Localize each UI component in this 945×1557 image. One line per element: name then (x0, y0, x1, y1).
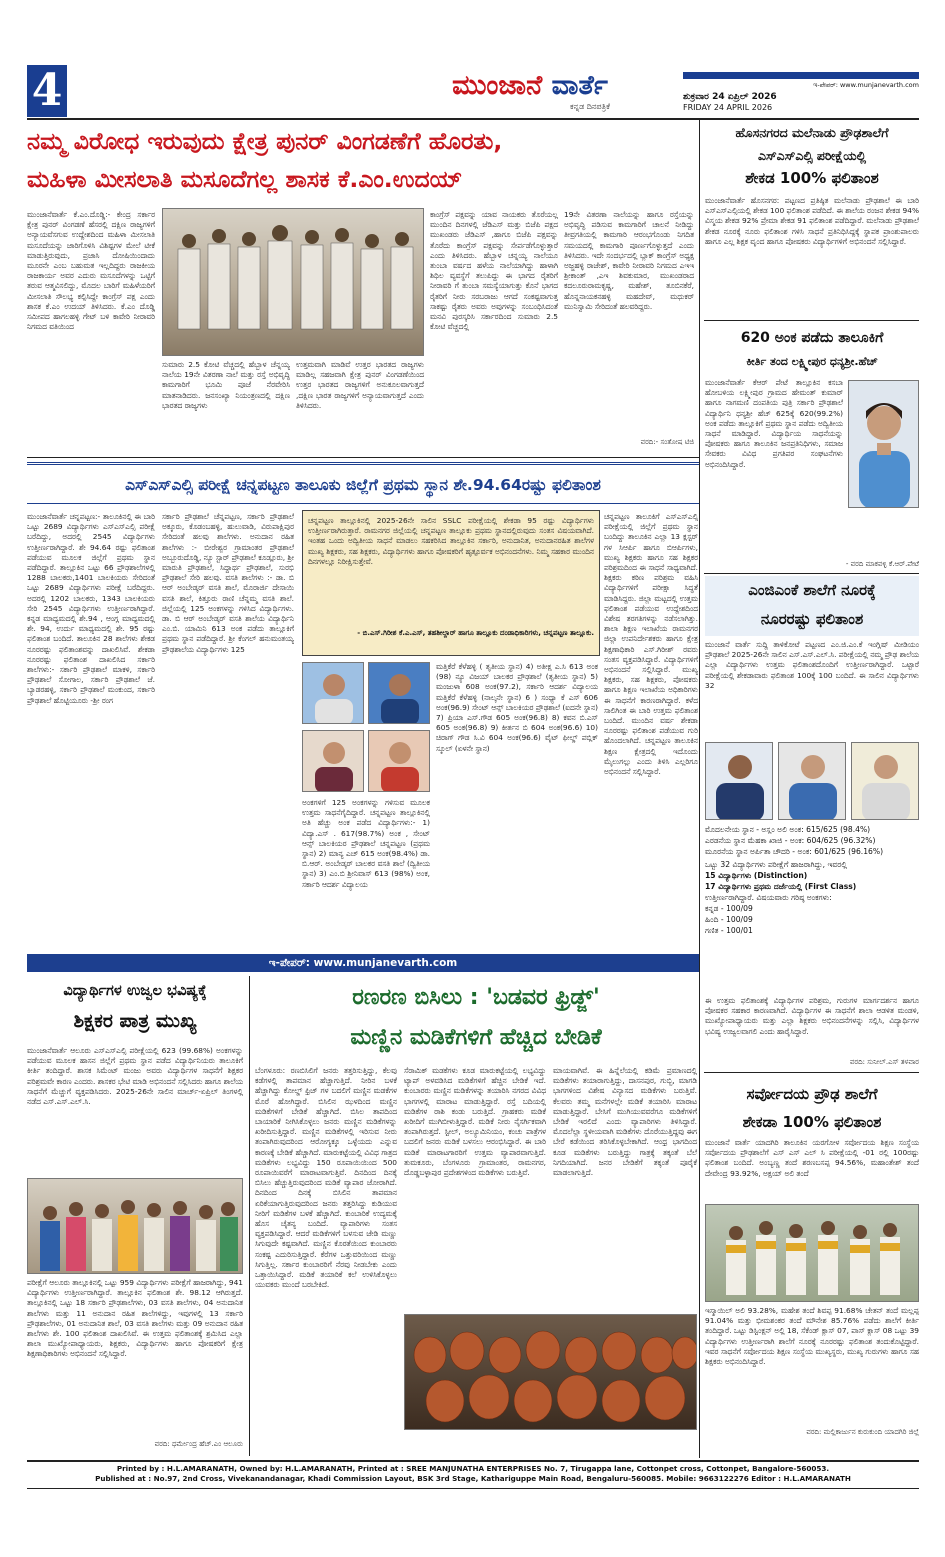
bm-col1: ಬೆಂಗಳೂರು: ರಣಬಿಸಿಲಿಗೆ ಜನರು ತತ್ತರಿಸುತ್ತಿದ್ದು, ಕೆಲವು ಕಡೆಗಳಲ್ಲಿ ತಾಪಮಾನ ಹೆಚ್ಚಾಗುತ್ತಿದೆ. ನೀರಿನ ಬಳಕೆ ಹೆಚ್ಚಾಗಿದ್ದು ಕೋಲ್ಡ್ ಫ್ರಿಜ್ ಗಳ ಬದಲಿಗೆ ಮಣ್ಣಿನ ಮಡಕೆಗಳ ಮೊರೆ ಹೋಗಿದ್ದಾರೆ. ಬಿಸಿಲಿನ ಝಳದಿಂದ ಮಣ್ಣಿನ ಮಡಿಕೆಗಳಿಗೆ ಬೇಡಿಕೆ ಹೆಚ್ಚಾಗಿದೆ. ಬಿಸಿಲ ತಾಪದಿಂದ ಬಾಯಾರಿಕೆ ನೀಗಿಸಿಕೊಳ್ಳಲು ಜನರು ಮಣ್ಣಿನ ಮಡಿಕೆಗಳನ್ನು ಖರೀದಿಸುತ್ತಿದ್ದಾರೆ. ಮಣ್ಣಿನ ಮಡಿಕೆಗಳಲ್ಲಿ ಇರಿಸುವ ನೀರು ತಂಪಾಗಿರುವುದರಿಂದ ಆರೋಗ್ಯಕ್ಕೂ ಒಳ್ಳೆಯದು ಎನ್ನುವ ಕಾರಣಕ್ಕೆ ಬೇಡಿಕೆ ಹೆಚ್ಚಾಗಿದೆ. ಮಾರುಕಟ್ಟೆಯಲ್ಲಿ ವಿವಿಧ ಗಾತ್ರದ ಮಡಿಕೆಗಳು ಲಭ್ಯವಿದ್ದು 150 ರೂಪಾಯಿಯಿಂದ 500 ರೂಪಾಯಿವರೆಗೆ ಮಾರಾಟವಾಗುತ್ತಿವೆ. ದಿನದಿಂದ ದಿನಕ್ಕೆ ಬಿಸಿಲು ಹೆಚ್ಚುತ್ತಿರುವುದರಿಂದ ಮಡಿಕೆ ವ್ಯಾಪಾರ ಜೋರಾಗಿದೆ. ದಿನದಿಂದ ದಿನಕ್ಕೆ ಬಿಸಿಲಿನ ತಾಪಮಾನ ಏರಿಕೆಯಾಗುತ್ತಿರುವುದರಿಂದ ಜನರು ತತ್ತರಿಸಿದ್ದು ಕುಡಿಯುವ ನೀರಿಗೆ ಮಡಿಕೆಗಳ ಬಳಕೆ ಹೆಚ್ಚಾಗಿದೆ. ಕುಂಬಾರಿಕೆ ಉದ್ಯಮಕ್ಕೆ ಹೊಸ ಚೈತನ್ಯ ಬಂದಿದೆ. ವ್ಯಾಪಾರಿಗಳು ಸಂತಸ ವ್ಯಕ್ತಪಡಿಸಿದ್ದಾರೆ. ಆದರೆ ಮಡಿಕೆಗಳಿಗೆ ಬಳಸುವ ಜೇಡಿ ಮಣ್ಣು ಸಿಗುವುದೇ ಕಷ್ಟವಾಗಿದೆ. ಮಣ್ಣಿನ ಕೊರತೆಯಿಂದ ಕುಂಬಾರರು ಸಂಕಷ್ಟ ಎದುರಿಸುತ್ತಿದ್ದಾರೆ. ಕೆರೆಗಳ ಒತ್ತುವರಿಯಿಂದ ಮಣ್ಣು ಸಿಗುತ್ತಿಲ್ಲ. ಸರ್ಕಾರ ಕುಂಬಾರರಿಗೆ ನೆರವು ನೀಡಬೇಕು ಎಂದು ಒತ್ತಾಯಿಸಿದ್ದಾರೆ. ಮಡಿಕೆ ತಯಾರಿಕೆ ಕಲೆ ಉಳಿಸಿಕೊಳ್ಳಲು ಯುವಕರು ಮುಂದೆ ಬರಬೇಕಿದೆ. (255, 1066, 397, 1290)
masthead-rule (27, 118, 919, 120)
side4-photo-figures (706, 1205, 919, 1302)
side2-rule (704, 573, 919, 574)
lead-col1: ಮುಂಜಾನೆವಾರ್ತೆ ಕೆ.ಎಂ.ದೊಡ್ಡಿ:- ಕೇಂದ್ರ ಸರ್ಕಾರ ಕ್ಷೇತ್ರ ಪುನರ್ ವಿಂಗಡಣೆ ಹೆಸರಲ್ಲಿ ದಕ್ಷಿಣ ರಾಜ್ಯಗಳಿಗೆ ಅನ್ಯಾಯವೆಸಗುವ ಉದ್ದೇಶದಿಂದ ಮಹಿಳಾ ಮೀಸಲಾತಿ ಮಸೂದೆಯನ್ನು ಜಾರಿಗೊಳಿಸಿ ವಿಶಿಷ್ಟಗಳ ಮೇಲೆ ಟೀಕೆ ಮಾಡುತ್ತಿರುವುದು, ಪ್ರಜಾಸಿ ದೋಷಿಯಿಂದಾದು ಮೂರನೇ ಎಂಬ ಬಹುಮತ ಇಲ್ಲದಿದ್ದರು ರಾಜಕೀಯ ರಾಜಕಾರ್ಯ ಅವರ ಎದುರು ಮಸೂದೆಗಳನ್ನು ಒಟ್ಟಿಗೆ ತರುವ ಆತ್ಮವಿಸಲಿದ್ದು, ಮೊದಲ ಬಾರಿಗೆ ಮಹಿಳೆಯರಿಗೆ ಮೀಸಲಾತಿ ಸೌಲಭ್ಯ ಕಲ್ಪಿಸಿದ್ದೇ ಕಾಂಗ್ರೆಸ್ ಪಕ್ಷ ಎಂದು ಶಾಸಕ ಕೆ.ಎಂ ಉದಯ್ ತಿಳಿಸಿದರು. ಕೆ.ಎಂ ದೊಡ್ಡಿ ಸಮೀಪದ ಹಾಗಲಹಳ್ಳಿ ಗೇಟ್ ಬಳಿ ಕಾವೇರಿ ನೀರಾವರಿ ನಿಗಮದ ವತಿಯಿಂದ (27, 210, 155, 332)
side4-photo (705, 1204, 919, 1302)
side3-headline-line1: ಎಂಜಿಎಂಕೆ ಶಾಲೆಗೆ ನೂರಕ್ಕೆ (748, 581, 876, 599)
footer-line2: Published at : No.97, 2nd Cross, Vivekanandanagar, Khadi Commission Layout, BSK 3rd Stage, Kathariguppe Main Road, Bengaluru-560085. Mobile: 9663122276 Editor : H.L.AMARANATH (95, 1474, 851, 1483)
side2-headline-line1: 620 ಅಂಕ ಪಡೆದು ತಾಲೂಕಿಗೆ (740, 330, 884, 346)
clay-pots-icon (405, 1315, 697, 1430)
masthead-tagline: ಕನ್ನಡ ದಿನಪತ್ರಿಕೆ (569, 102, 610, 111)
date-english: FRIDAY 24 APRIL 2026 (683, 103, 773, 112)
lead-photo (162, 208, 424, 356)
sslc-quote-text: ಚನ್ನಪಟ್ಟಣ ತಾಲ್ಲೂಕಿನಲ್ಲಿ 2025-26ನೇ ಸಾಲಿನ SSLC ಪರೀಕ್ಷೆಯಲ್ಲಿ ಶೇಕಡಾ 95 ರಷ್ಟು ವಿದ್ಯಾರ್ಥಿಗಳು ಉತ್ತೀರ್ಣರಾಗಿರುತ್ತಾರೆ. ರಾಮನಗರ ಜಿಲ್ಲೆಯಲ್ಲಿ ಚನ್ನಪಟ್ಟಣ ತಾಲ್ಲೂಕು ಪ್ರಥಮ ಸ್ಥಾನದಲ್ಲಿರುವುದು ಸಂತಸ ವಿಷಯವಾಗಿದೆ. ಇಂತಹ ಒಂದು ಅದ್ವಿತೀಯ ಸಾಧನೆ ಮಾಡಲು ಸಹಕರಿಸಿದ ತಾಲ್ಲೂಕಿನ ಸರ್ಕಾರಿ, ಅನುದಾನಿತ, ಅನುದಾನರಹಿತ ಶಾಲೆಗಳ ಮುಖ್ಯ ಶಿಕ್ಷಕರು, ಸಹ ಶಿಕ್ಷಕರು, ವಿದ್ಯಾರ್ಥಿಗಳು ಹಾಗೂ ಪೋಷಕರಿಗೆ ಹೃತ್ಪೂರ್ವಕ ಅಭಿನಂದನೆಗಳು. ನಿಮ್ಮ ಸಹಕಾರ ಮುಂದಿನ ದಿನಗಳಲ್ಲೂ ನಿರೀಕ್ಷಿಸುತ್ತೇವೆ. (308, 516, 594, 566)
lead-col-under-photo-a: ಸುಮಾರು 2.5 ಕೋಟಿ ವೆಚ್ಚದಲ್ಲಿ ಹೆಬ್ಬಾಳ ಚೆನ್ನಯ್ಯ ನಾಲೆಯ 19ನೇ ವಿತರಣಾ ನಾಲೆ ಮತ್ತು ರಸ್ತೆ ಅಭಿವೃದ್ಧಿ ಕಾಮಗಾರಿಗೆ ಭೂಮಿ ಪೂಜೆ ನೆರವೇರಿಸಿ ಮಾತನಾಡಿದರು. ಜನಸಂಖ್ಯಾ ನಿಯಂತ್ರಣದಲ್ಲಿ ದಕ್ಷಿಣ ಭಾರತದ ರಾಜ್ಯಗಳು (162, 360, 290, 410)
bm-headline-line1: ರಣರಣ ಬಿಸಿಲು : 'ಬಡವರ ಫ್ರಿಡ್ಜ್' (352, 985, 600, 1010)
footer-bottom-rule (27, 1488, 919, 1489)
bl-photo-figures (28, 1179, 243, 1274)
footer-line1: Printed by : H.L.AMARANATH, Owned by: H.L.AMARANATH, Printed at : SREE MANJUNATHA ENTERPRISES No. 7, Tirugappa lane, Cottonpet cross, Cottonpet, Bangalore-560053. (116, 1464, 830, 1473)
footer (27, 1464, 919, 1484)
side4-headline-line1: ಸರ್ವೋದಯ ಪ್ರೌಢ ಶಾಲೆಗೆ (746, 1085, 878, 1103)
student-portrait-icon (369, 663, 430, 724)
sslc-col2: ಸರ್ಕಾರಿ ಪ್ರೌಢಶಾಲೆ ಚೆನ್ನಪಟ್ಟಣ, ಸರ್ಕಾರಿ ಪ್ರೌಢಶಾಲೆ ಅಕ್ಕೂರು, ಕೊಡಂಬಹಳ್ಳಿ, ಹುಲುವಾಡಿ, ವಿರುಪಾಕ್ಷಿಪುರ ಸೇರಿದಂತೆ ಹಲವು ಶಾಲೆಗಳು. ಅನುದಾನ ರಹಿತ ಶಾಲೆಗಳು :- ಬೀರೇಶ್ವರ ಗ್ರಾಮಾಂತರ ಪ್ರೌಢಶಾಲೆ ಅಬ್ಬೂರುದೊಡ್ಡಿ, ನ್ಯೂ ಸ್ಟಾರ್ ಪ್ರೌಢಶಾಲೆ ಕೂಡ್ಲೂರು, ಶ್ರೀ ಮಾರುತಿ ಪ್ರೌಢಶಾಲೆ, ಸಿದ್ದಾರ್ಥ ಪ್ರೌಢಶಾಲೆ, ಸುರಭಿ ಪ್ರೌಢಶಾಲೆ ಸೇರಿ ಹಲವು. ವಸತಿ ಶಾಲೆಗಳು :- ಡಾ. ಬಿ ಆರ್ ಅಂಬೇಡ್ಕರ್ ವಸತಿ ಶಾಲೆ, ಮೊರಾರ್ಜಿ ದೇಸಾಯಿ ವಸತಿ ಶಾಲೆ, ಕಿತ್ತೂರು ರಾಣಿ ಚೆನ್ನಮ್ಮ ವಸತಿ ಶಾಲೆ. ಜಿಲ್ಲೆಯಲ್ಲಿ 125 ಅಂಕಗಳನ್ನು ಗಳಿಸಿದ ವಿದ್ಯಾರ್ಥಿಗಳು. ಡಾ. ಬಿ ಆರ್ ಅಂಬೇಡ್ಕರ್ ವಸತಿ ಶಾಲೆಯ ವಿದ್ಯಾರ್ಥಿನಿ ಎಂ.ಬಿ. ಯಾಮಿನಿ 613 ಅಂಕ ಪಡೆದು ತಾಲ್ಲೂಕಿಗೆ ಪ್ರಥಮ ಸ್ಥಾನ ಪಡೆದಿದ್ದಾರೆ. ಶ್ರೀ ಕೆಂಗಲ್ ಹನುಮಂತಯ್ಯ ಪ್ರೌಢಶಾಲೆಯ ವಿದ್ಯಾರ್ಥಿಗಳು 125 (162, 512, 294, 654)
sslc-headline-bar (27, 462, 699, 504)
side3-distinction: 15 ವಿದ್ಯಾರ್ಥಿಗಳು (Distinction) (705, 871, 808, 880)
right-column-divider (699, 458, 700, 1458)
student-portrait-icon (852, 743, 919, 820)
side3-subj2: ಹಿಂದಿ - 100/09 (705, 915, 753, 924)
bm-headline (255, 978, 697, 1058)
sslc-photo-2 (368, 662, 430, 724)
bm-col3: ಮಾಯವಾಗಿವೆ. ಈ ಹಿನ್ನೆಲೆಯಲ್ಲಿ ಕಡಿಮೆ ಪ್ರಮಾಣದಲ್ಲಿ ಮಡಿಕೆಗಳು ತಯಾರಾಗುತ್ತಿದ್ದು, ದಾಸನಪುರ, ಗುಬ್ಬಿ, ಮಾಗಡಿ ಭಾಗಗಳಿಂದ ವಿಶೇಷ ವಿನ್ಯಾಸದ ಮಡಿಕೆಗಳು ಬರುತ್ತಿವೆ. ಕೆಲವರು ತಮ್ಮ ಮನೆಗಳಲ್ಲೇ ಮಡಿಕೆ ತಯಾರಿಸಿ ಮಾರಾಟ ಮಾಡುತ್ತಿದ್ದಾರೆ. ಬೇಸಿಗೆ ಮುಗಿಯುವವರೆಗೂ ಮಡಿಕೆಗಳಿಗೆ ಬೇಡಿಕೆ ಇರಲಿದೆ ಎಂದು ವ್ಯಾಪಾರಿಗಳು ತಿಳಿಸಿದ್ದಾರೆ. ಮೊದಲೆಲ್ಲಾ ಸ್ಥಳೀಯವಾಗಿ ಮಡಿಕೆಗಳು ದೊರೆಯುತ್ತಿದ್ದವು ಈಗ ಬೇರೆ ಕಡೆಯಿಂದ ತರಿಸಿಕೊಳ್ಳಬೇಕಾಗಿದೆ. ಆಂಧ್ರ ಭಾಗದಿಂದ ಕೂಡ ಮಡಿಕೆಗಳು ಬರುತ್ತಿದ್ದು ಗಾತ್ರಕ್ಕೆ ತಕ್ಕಂತೆ ಬೆಲೆ ನಿಗದಿಯಾಗಿದೆ. ಜನರ ಬೇಡಿಕೆಗೆ ತಕ್ಕಂತೆ ಪೂರೈಕೆ ಮಾಡಲಾಗುತ್ತಿದೆ. (553, 1066, 697, 1178)
sslc-quote-box (302, 510, 600, 656)
masthead-logo (430, 70, 630, 112)
side3-first-class: 17 ವಿದ್ಯಾರ್ಥಿಗಳು ಪ್ರಥಮ ದರ್ಜೆಯಲ್ಲಿ (First Class) (705, 882, 857, 891)
masthead-date-block (683, 72, 919, 112)
side3-body2: ಒಟ್ಟು 32 ವಿದ್ಯಾರ್ಥಿಗಳು ಪರೀಕ್ಷೆಗೆ ಹಾಜರಾಗಿದ್ದು, ಇವರಲ್ಲಿ (705, 860, 848, 869)
masthead-epaper[interactable]: ಇ-ಪೇಪರ್: www.munjanevarth.com (813, 81, 919, 89)
side4-body1: ಮುಂಜಾನೆ ವಾರ್ತೆ ಯಾದಗಿರಿ ತಾಲೂಕಿನ ಯರಗೋಳ ಸರ್ವೋದಯ ಶಿಕ್ಷಣ ಸಂಸ್ಥೆಯ ಸರ್ವೋದಯ ಪ್ರೌಢಶಾಲೆಗೆ ಎಸ್ ಎಸ್ ಎಲ್ ಸಿ ಪರೀಕ್ಷೆಯಲ್ಲಿ -01 ರಲ್ಲಿ 100ರಷ್ಟು ಫಲಿತಾಂಶ ಬಂದಿದೆ. ಅಂಬ್ಯಣ್ಣ ತಂದೆ ಶರಣಬಸಪ್ಪ 94.56%, ಮಹಾಂತೇಶ್ ತಂದೆ ದೇವೇಂದ್ರ 93.92%, ಅಕ್ಷಯ್ ಅಲಿ ತಂದೆ (705, 1138, 919, 1178)
bm-pots-photo (404, 1314, 697, 1430)
bl-byline: ವರದಿ: ಧರ್ಮೇಂದ್ರ ಹೆಚ್.ಎಂ ಆಲೂರು (154, 1440, 243, 1448)
sslc-col1: ಮುಂಜಾನೆವಾರ್ತೆ ಚನ್ನಪಟ್ಟಣ:- ತಾಲೂಕಿನಲ್ಲಿ ಈ ಬಾರಿ ಒಟ್ಟು 2689 ವಿದ್ಯಾರ್ಥಿಗಳು ಎಸ್ಎಸ್ಎಲ್ಸಿ ಪರೀಕ್ಷೆ ಬರೆದಿದ್ದು, ಅದರಲ್ಲಿ 2545 ವಿದ್ಯಾರ್ಥಿಗಳು ಉತ್ತೀರ್ಣರಾಗಿದ್ದಾರೆ. ಶೇ 94.64 ರಷ್ಟು ಫಲಿತಾಂಶ ಪಡೆಯುವ ಮೂಲಕ ಜಿಲ್ಲೆಗೆ ಪ್ರಥಮ ಸ್ಥಾನ ಪಡೆದಿದ್ದಾರೆ. ತಾಲ್ಲೂಕಿನ ಒಟ್ಟು 66 ಪ್ರೌಢಶಾಲೆಗಳಲ್ಲಿ 1288 ಬಾಲಕರು,1401 ಬಾಲಕಿಯರು ಸೇರಿದಂತೆ ಒಟ್ಟು 2689 ವಿದ್ಯಾರ್ಥಿಗಳು ಪರೀಕ್ಷೆ ಬರೆದಿದ್ದರು. ಅದರಲ್ಲಿ 1202 ಬಾಲಕರು, 1343 ಬಾಲಕಿಯರು ಸೇರಿ 2545 ವಿದ್ಯಾರ್ಥಿಗಳು ಉತ್ತೀರ್ಣರಾಗಿದ್ದಾರೆ. ಕನ್ನಡ ಮಾಧ್ಯಮದಲ್ಲಿ ಶೇ.94 , ಆಂಗ್ಲ ಮಾಧ್ಯಮದಲ್ಲಿ ಶೇ. 94, ಉರ್ದು ಮಾಧ್ಯಮದಲ್ಲಿ ಶೇ. 95 ರಷ್ಟು ಫಲಿತಾಂಶ ಬಂದಿದೆ. ತಾಲೂಕಿನ 28 ಶಾಲೆಗಳು ಶೇಕಡ ನೂರರಷ್ಟು ಫಲಿತಾಂಶವನ್ನು ದಾಖಲಿಸಿವೆ. ಶೇಕಡಾ ನೂರರಷ್ಟು ಫಲಿತಾಂಶ ದಾಖಲಿಸಿದ ಸರ್ಕಾರಿ ಶಾಲೆಗಳು:- ಸರ್ಕಾರಿ ಪ್ರೌಢಶಾಲೆ ಮಾಕಳಿ, ಸರ್ಕಾರಿ ಪ್ರೌಢಶಾಲೆ ಸೋಗಾಲ, ಸರ್ಕಾರಿ ಪ್ರೌಢಶಾಲೆ ಜೆ. ಬ್ಯಾಡರಹಳ್ಳಿ, ಸರ್ಕಾರಿ ಪ್ರೌಢಶಾಲೆ ಮಂಕುಂದ, ಸರ್ಕಾರಿ ಪ್ರೌಢಶಾಲೆ ಹೊಟ್ಟಿಯೂರು -ಶ್ರೀ ರಂಗ (27, 512, 155, 705)
side3-headline (705, 576, 919, 636)
date-kannada: ಶುಕ್ರವಾರ 24 ಏಪ್ರಿಲ್ 2026 (683, 92, 777, 102)
side3-rank1: ಮೊದಲನೇಯ ಸ್ಥಾನ - ಅಸ್ಲಂ ಅಲಿ ಅಂಕ: 615/625 (98.4%) (705, 825, 871, 834)
student-portrait-icon (303, 731, 364, 792)
side1-body: ಮುಂಜಾನೆವಾರ್ತೆ ಹೊಸನಗರ: ಪಟ್ಟಣದ ಪ್ರತಿಷ್ಠಿತ ಮಲೆನಾಡು ಪ್ರೌಢಶಾಲೆ ಈ ಬಾರಿ ಎಸ್ಎಸ್ಎಲ್ಸಿಯಲ್ಲಿ ಶೇಕಡ 100 ಫಲಿತಾಂಶ ಪಡೆದಿದೆ. ಈ ಶಾಲೆಯ ರಂಜನ ಶೇಕಡ 94% ವಿಸ್ಮಯ ಶೇಕಡ 92% ಪ್ರೇಮಾ ಶೇಕಡ 91 ಫಲಿತಾಂಶ ಪಡೆದಿದ್ದಾರೆ. ಮಲೆನಾಡು ಪ್ರೌಢಶಾಲೆ ಶೇಕಡ ನೂರಕ್ಕೆ ನೂರು ಫಲಿತಾಂಶ ಗಳಿಸಿ ಸಾಧನೆ ಪ್ರತಿನಿಧಿಸಿದ್ದಕ್ಕೆ ಸ್ಥಾಪಕ ಪ್ರಾಂಶುಪಾಲರು ಹಾಗೂ ಎಲ್ಲ ಶಿಕ್ಷಕ ವೃಂದ ಹಾಗೂ ಪೋಷಕರು ವಿದ್ಯಾರ್ಥಿಗಳಿಗೆ ಅಭಿನಂದನೆ ಸಲ್ಲಿಸಿದ್ದಾರೆ. (705, 196, 919, 246)
student-portrait-icon (706, 743, 773, 820)
student-portrait-icon (779, 743, 846, 820)
page-number-box (27, 65, 67, 117)
lead-headline (27, 122, 695, 198)
lead-byline: ವರದಿ:- ಸಂತೋಷ ಟಿಜಿ (640, 438, 694, 446)
bm-col4-text: ದಿನದಿಂದ ದಿನಕ್ಕೆ ಬಿಸಿಲಿನ ತಾಪಮಾನ ಏರಿಕೆಯಾಗುತ್ತಿರುವುದರಿಂದ ಜನರು ತತ್ತರಿಸಿದ್ದು ಕುಡಿಯುವ ನೀರಿಗೆ ಮಡಿಕೆಗಳ ಬಳಕೆ ಹೆಚ್ಚಾಗಿದೆ. ಕುಂಬಾರಿಕೆ ಉದ್ಯಮಕ್ಕೆ ಹೊಸ ಚೈತನ್ಯ ಬಂದಿದೆ. ವ್ಯಾಪಾರಿಗಳು ಸಂತಸ ವ್ಯಕ್ತಪಡಿಸಿದ್ದಾರೆ. ಆದರೆ ಮಡಿಕೆಗಳಿಗೆ ಬಳಸುವ ಜೇಡಿ ಮಣ್ಣು ಸಿಗುವುದೇ ಕಷ್ಟವಾಗಿದೆ. ಮಣ್ಣಿನ ಕೊರತೆಯಿಂದ ಕುಂಬಾರರು ಸಂಕಷ್ಟ ಎದುರಿಸುತ್ತಿದ್ದಾರೆ. ಕೆರೆಗಳ ಒತ್ತುವರಿಯಿಂದ ಮಣ್ಣು ಸಿಗುತ್ತಿಲ್ಲ. ಸರ್ಕಾರ ಕುಂಬಾರರಿಗೆ ನೆರವು ನೀಡಬೇಕು ಎಂದು ಒತ್ತಾಯಿಸಿದ್ದಾರೆ. ಮಡಿಕೆ ತಯಾರಿಕೆ ಕಲೆ ಉಳಿಸಿಕೊಳ್ಳಲು ಯುವಕರು ಮುಂದೆ ಬರಬೇಕಿದೆ. (255, 1188, 397, 1290)
side4-headline-line2: ಶೇಕಡಾ 100% ಫಲಿತಾಂಶ (742, 1113, 882, 1131)
paper-name-part2: ವಾರ್ತೆ (551, 70, 608, 101)
sslc-col3: ಅಂಕಗಳಿಗೆ 125 ಅಂಕಗಳನ್ನು ಗಳಿಸುವ ಮೂಲಕ ಉತ್ತಮ ಸಾಧನೆಗೈದಿದ್ದಾರೆ. ಚನ್ನಪಟ್ಟಣ ತಾಲ್ಲೂಕಿನಲ್ಲಿ ಅತಿ ಹೆಚ್ಚು ಅಂಕ ಪಡೆದ ವಿದ್ಯಾರ್ಥಿಗಳು:- 1) ವಿದ್ಯಾ.ಎಸ್ . 617(98.7%) ಅಂಕ , ಸೇಂಟ್ ಆನ್ಸ್ ಬಾಲಕಿಯರ ಪ್ರೌಢಶಾಲೆ ಚನ್ನಪಟ್ಟಣ (ಪ್ರಥಮ ಸ್ಥಾನ) 2) ಮಾನ್ಯ ಎಚ್ 615 ಅಂಕ(98.4%) ಡಾ. ಬಿ.ಆರ್. ಅಂಬೇಡ್ಕರ್ ಬಾಲಕರ ವಸತಿ ಶಾಲೆ (ದ್ವಿತೀಯ ಸ್ಥಾನ) 3) ಎಂ.ಬಿ ಶ್ರೀನಿವಾಸ್ 613 (98%) ಅಂಕ, ಸರ್ಕಾರಿ ಆದರ್ಶ ವಿದ್ಯಾಲಯ (302, 798, 430, 889)
student-portrait-icon (369, 731, 430, 792)
sslc-quote-sign: - ಬಿ.ಎಸ್.ಗಿರೀಶ ಕೆ.ಎ.ಎಸ್, ತಹಶೀಲ್ದಾರ್ ಹಾಗೂ ತಾಲ್ಲೂಕು ದಂಡಾಧಿಕಾರಿಗಳು, ಚನ್ನಪಟ್ಟಣ ತಾಲ್ಲೂಕು. (357, 629, 594, 637)
lead-col3: 19ನೇ ವಿತರಣಾ ನಾಲೆಯನ್ನು ಹಾಗೂ ರಸ್ತೆಯನ್ನು ಅಭಿವೃದ್ಧಿ ಪಡಿಸುವ ಕಾಮಗಾರಿಗೆ ಚಾಲನೆ ನೀಡಿದ್ದು ತೀವ್ರಗತಿಯಲ್ಲಿ ಕಾಮಗಾರಿ ಆರಂಭಗೊಂಡು ನಿಗದಿತ ಸಮಯದಲ್ಲಿ ಕಾಮಗಾರಿ ಪೂರ್ಣಗೊಳ್ಳುತ್ತದೆ ಎಂದು ತಿಳಿಸಿದರು. ಇದೇ ಸಂದರ್ಭದಲ್ಲಿ ಬ್ಲಾಕ್ ಕಾಂಗ್ರೆಸ್ ಅಧ್ಯಕ್ಷ ಅಜ್ಜಹಳ್ಳಿ ರಾಜೇಶ್, ಕಾವೇರಿ ನೀರಾವರಿ ನಿಗಮದ ಎಇಇ ಶ್ರೀಕಾಂತ್ ,ಎಇ ಶಿವಕುಮಾರ, ಮುಖಂಡರಾದ ಕದಲೂರುರಾಮಕೃಷ್ಣ, ಮಹೇಶ್, ತೂಬಿನಕೆರೆ, ಹೊನ್ನನಾಯಕನಹಳ್ಳಿ ಮಹದೇವ್, ಮಧುಕರ್ ಮುನಿಸ್ವಾಮಿ ಸೇರಿದಂತೆ ಹಲವರಿದ್ದರು. (564, 210, 694, 311)
sslc-col5: ಚನ್ನಪಟ್ಟಣ ತಾಲೂಕಿಗೆ ಎಸ್ಎಸ್ಎಲ್ಸಿ ಪರೀಕ್ಷೆಯಲ್ಲಿ ಜಿಲ್ಲೆಗೆ ಪ್ರಥಮ ಸ್ಥಾನ ಬಂದಿದ್ದು ತಾಲೂಕಿನ ಎಲ್ಲಾ 13 ಕ್ಲಸ್ಟರ್ ಗಳ ಸಿಆರ್ಪಿ ಹಾಗೂ ಬಿಆರ್ಪಿಗಳು, ಮುಖ್ಯ ಶಿಕ್ಷಕರು ಹಾಗೂ ಸಹ ಶಿಕ್ಷಕರ ಪರಿಶ್ರಮದಿಂದ ಈ ಸಾಧನೆ ಸಾಧ್ಯವಾಗಿದೆ. ಶಿಕ್ಷಕರು ಕಠಿಣ ಪರಿಶ್ರಮ ವಹಿಸಿ ವಿದ್ಯಾರ್ಥಿಗಳಿಗೆ ಪರೀಕ್ಷಾ ಸಿದ್ಧತೆ ಮಾಡಿಸಿದ್ದರು. ಜಿಲ್ಲಾ ಮಟ್ಟದಲ್ಲಿ ಉತ್ತಮ ಫಲಿತಾಂಶ ಪಡೆಯುವ ಉದ್ದೇಶದಿಂದ ವಿಶೇಷ ತರಗತಿಗಳನ್ನು ನಡೆಸಲಾಗಿತ್ತು. ಶಾಲಾ ಶಿಕ್ಷಣ ಇಲಾಖೆಯ ರಾಮನಗರ ಜಿಲ್ಲಾ ಉಪನಿರ್ದೇಶಕರು ಹಾಗೂ ಕ್ಷೇತ್ರ ಶಿಕ್ಷಣಾಧಿಕಾರಿ ಎಸ್.ಗಿರೀಶ್ ರವರು ಸಂತಸ ವ್ಯಕ್ತಪಡಿಸಿದ್ದಾರೆ. ವಿದ್ಯಾರ್ಥಿಗಳಿಗೆ ಅಭಿನಂದನೆ ಸಲ್ಲಿಸಿದ್ದಾರೆ. ಮುಖ್ಯ ಶಿಕ್ಷಕರು, ಸಹ ಶಿಕ್ಷಕರು, ಪೋಷಕರು ಹಾಗೂ ಶಿಕ್ಷಣ ಇಲಾಖೆಯ ಅಧಿಕಾರಿಗಳು ಈ ಸಾಧನೆಗೆ ಕಾರಣರಾಗಿದ್ದಾರೆ. ಕಳೆದ ಸಾಲಿಗಿಂತ ಈ ಬಾರಿ ಉತ್ತಮ ಫಲಿತಾಂಶ ಬಂದಿದೆ. ಮುಂದಿನ ವರ್ಷ ಶೇಕಡಾ ನೂರರಷ್ಟು ಫಲಿತಾಂಶ ಪಡೆಯುವ ಗುರಿ ಹೊಂದಲಾಗಿದೆ. ಚನ್ನಪಟ್ಟಣ ತಾಲೂಕಿನ ಶಿಕ್ಷಣ ಕ್ಷೇತ್ರದಲ್ಲಿ ಇದೊಂದು ಮೈಲುಗಲ್ಲು ಎಂದು ತಿಳಿಸಿ ಎಲ್ಲರಿಗೂ ಅಭಿನಂದನೆ ಸಲ್ಲಿಸಿದ್ದಾರೆ. (604, 512, 698, 777)
side1-headline-line1: ಹೊಸನಗರದ ಮಲೆನಾಡು ಪ್ರೌಢಶಾಲೆಗೆ (735, 125, 889, 140)
lead-headline-line2: ಮಹಿಳಾ ಮೀಸಲಾತಿ ಮಸೂದೆಗಲ್ಲ ಶಾಸಕ ಕೆ.ಎಂ.ಉದಯ್ (27, 165, 463, 193)
side3-photo-2 (778, 742, 846, 820)
side3-photo-3 (851, 742, 919, 820)
lead-headline-line1: ನಮ್ಮ ವಿರೋಧ ಇರುವುದು ಕ್ಷೇತ್ರ ಪುನರ್ ವಿಂಗಡಣೆಗೆ ಹೊರತು, (27, 127, 503, 155)
sslc-student-photos (302, 662, 430, 792)
student-portrait-icon (303, 663, 364, 724)
side3-body1: ಮುಂಜಾನೆ ವಾರ್ತೆ ಸುದ್ದಿ ತಾಳಿಕೋಟೆ ಪಟ್ಟಣದ ಎಂ.ಜಿ.ಎಂ.ಕೆ ಇಂಗ್ಲಿಷ್ ಮೀಡಿಯಂ ಪ್ರೌಢಶಾಲೆ 2025-26ನೇ ಸಾಲಿನ ಎಸ್.ಎಸ್.ಎಲ್.ಸಿ. ಪರೀಕ್ಷೆಯಲ್ಲಿ ನಮ್ಮ ಪ್ರೌಢ ಶಾಲೆಯ ಎಲ್ಲಾ ವಿದ್ಯಾರ್ಥಿಗಳು ಉತ್ತಮ ಫಲಿತಾಂಶದೊಂದಿಗೆ ಉತ್ತೀರ್ಣರಾಗಿದ್ದಾರೆ. ಒಟ್ಟಾರೆ ಪರೀಕ್ಷೆಯಲ್ಲಿ ಶೇಕಡಾವಾರು ಫಲಿತಾಂಶ 100ಕ್ಕೆ 100 ಬಂದಿದೆ. ಈ ಸಾಲಿನ ವಿದ್ಯಾರ್ಥಿಗಳು 32 (705, 640, 919, 690)
footer-rule (27, 1460, 919, 1462)
side3-body3: ಉತ್ತೀರ್ಣರಾಗಿದ್ದಾರೆ. ವಿಷಯವಾರು ಗರಿಷ್ಠ ಅಂಕಗಳು: (705, 893, 832, 902)
bl-headline (27, 976, 243, 1036)
bl-headline-line2: ಶಿಕ್ಷಕರ ಪಾತ್ರ ಮುಖ್ಯ (73, 1010, 197, 1032)
side4-body2: ಇಸ್ಮಾಯಿಲ್ ಅಲಿ 93.28%, ಮಹೇಶ ತಂದೆ ಶಿವಪ್ಪ 91.68% ಚೇತನ್ ತಂದೆ ಮಲ್ಲಪ್ಪ 91.04% ಮತ್ತು ಭೀಮಶಂಕರ ತಂದೆ ಮೌನೇಶ 85.76% ಪಡೆದು ಶಾಲೆಗೆ ಕೀರ್ತಿ ತಂದಿದ್ದಾರೆ. ಒಟ್ಟು ಡಿಸ್ಟಿಂಕ್ಷನ್ ಅಲ್ಲಿ 18, ಸೆಕೆಂಡ್ ಕ್ಲಾಸ್ 07, ಪಾಸ್ ಕ್ಲಾಸ್ 08 ಒಟ್ಟು 39 ವಿದ್ಯಾರ್ಥಿಗಳು ಉತ್ತೀರ್ಣರಾಗಿ ಶಾಲೆಗೆ ನೂರಕ್ಕೆ ನೂರರಷ್ಟು ಫಲಿತಾಂಶ ತಂದುಕೊಟ್ಟಿದ್ದಾರೆ. ಇವರ ಸಾಧನೆಗೆ ಸರ್ವೋದಯ ಶಿಕ್ಷಣ ಸಂಸ್ಥೆಯ ಮುಖ್ಯಸ್ಥರು, ಮುಖ್ಯ ಗುರುಗಳು ಹಾಗೂ ಸಹ ಶಿಕ್ಷಕರು ಅಭಿನಂದಿಸಿದ್ದಾರೆ. (705, 1306, 919, 1367)
side1-headline (705, 121, 919, 190)
side1-headline-line3: ಶೇಕಡ 100% ಫಲಿತಾಂಶ (745, 169, 879, 187)
side2-headline-line2: ಕೀರ್ತಿ ತಂದ ಲಕ್ಷ್ಮೀಪುರ ಧನ್ಯಶ್ರೀ.ಹೆಚ್ (746, 355, 878, 368)
lead-col2: ಕಾಂಗ್ರೆಸ್ ಪಕ್ಷವನ್ನು ಯಾವ ನಾಯಕರು ತೊರೆಯಲ್ಲ ಮುಂದಿನ ದಿನಗಳಲ್ಲಿ ಜೆಡಿಎಸ್ ಮತ್ತು ಬಿಜೆಪಿ ಪಕ್ಷದ ಮುಖಂಡರು ಜೆಡಿಎಸ್ ,ಹಾಗೂ ಬಿಜೆಪಿ ಪಕ್ಷವನ್ನು ತೊರೆದು ಕಾಂಗ್ರೆಸ್ ಪಕ್ಷವನ್ನು ಸೇರ್ಪಡೆಗೊಳ್ಳುತ್ತಾರೆ ಎಂದು ತಿಳಿಸಿದರು. ಹೆಬ್ಬಾಳ ಚನ್ನಯ್ಯ ನಾಲೆಯೂ ತುಂಬಾ ವರ್ಷದ ಹಳೆಯ ನಾಲೆಯಾಗಿದ್ದು ಹಾಳಾಗಿ ಶಿಥಿಲ ವ್ಯವಸ್ಥೆಗೆ ತಲುಪಿದ್ದು ಈ ಭಾಗದ ರೈತರಿಗೆ ನೀರಾವರಿ ಗೆ ತುಂಬಾ ಸಮಸ್ಯೆಯಾಗುತ್ತು ಕೊನೆ ಭಾಗದ ರೈತರಿಗೆ ನೀರು ಸರಬರಾಜು ಆಗದೆ ಸಂಕಷ್ಟವಾಗುತ್ತ ಸಾಕಷ್ಟು ರೈತರು ಅವರು ಅವುಗಳನ್ನು ಸಂಬಂಧಿಸಿದಂತೆ ಮನವಿ ಪುರಸ್ಕರಿಸಿ ಸರ್ಕಾರದಿಂದ ಸುಮಾರು 2.5 ಕೋಟಿ ವೆಚ್ಚದಲ್ಲಿ (430, 210, 558, 332)
sslc-photo-1 (302, 662, 364, 724)
sslc-col4: ಮತ್ತಿಕೆರೆ ಕೆಳೆಹಳ್ಳಿ ( ತೃತೀಯ ಸ್ಥಾನ) 4) ಅತೀಕ್ಷ ಎ.ಸಿ 613 ಅಂಕ (98) ನ್ಯೂ ವಿಜಯ್ ಬಾಲಕರ ಪ್ರೌಢಶಾಲೆ (ತೃತೀಯ ಸ್ಥಾನ) 5) ಮಂಜುಳಾ 608 ಅಂಕ(97.2), ಸರ್ಕಾರಿ ಆದರ್ಶ ವಿದ್ಯಾಲಯ ಮತ್ತಿಕೆರೆ ಕೆಳೆಹಳ್ಳಿ (ನಾಲ್ಕನೇ ಸ್ಥಾನ) 6 ) ಸಂಧ್ಯಾ ಕೆ ಎಸ್ 606 ಅಂಕ(96.9) ಸೇಂಟ್ ಆನ್ಸ್ ಬಾಲಕಿಯರ ಪ್ರೌಢಶಾಲೆ (ಐದನೇ ಸ್ಥಾನ) 7) ಪ್ರಿಯಾ ಎಸ್.ಗೌಡ 605 ಅಂಕ(96.8) 8) ಕವನ ಬಿ.ಎಸ್ 605 ಅಂಕ(96.8) 9) ಕೀರ್ತನ ಬಿ 604 ಅಂಕ(96.6) 10) ಚಿರಾಗ್ ಗೌಡ ಸಿ.ವಿ 604 ಅಂಕ(96.6) ವೈಟ್ ಫೀಲ್ಡ್ ಪಬ್ಲಿಕ್ ಸ್ಕೂಲ್ (ಏಳನೇ ಸ್ಥಾನ) (436, 662, 598, 753)
side3-rank3: ಮೂರನೆಯ ಸ್ಥಾನ ಅರ್ಪಿತಾ ಚೌದರಿ - ಅಂಕ: 601/625 (96.16%) (705, 847, 884, 856)
bl-body2: ಪರೀಕ್ಷೆಗೆ ಆಲೂರು ತಾಲ್ಲೂಕಿನಲ್ಲಿ ಒಟ್ಟು 959 ವಿದ್ಯಾರ್ಥಿಗಳು ಪರೀಕ್ಷೆಗೆ ಹಾಜರಾಗಿದ್ದು, 941 ವಿದ್ಯಾರ್ಥಿಗಳು ಉತ್ತೀರ್ಣರಾಗಿದ್ದಾರೆ. ತಾಲ್ಲೂಕಿನ ಫಲಿತಾಂಶ ಶೇ. 98.12 ಆಗಿರುತ್ತದೆ. ತಾಲ್ಲೂಕಿನಲ್ಲಿ ಒಟ್ಟು 18 ಸರ್ಕಾರಿ ಪ್ರೌಢಶಾಲೆಗಳು, 03 ವಸತಿ ಶಾಲೆಗಳು, 04 ಅನುದಾನಿತ ಶಾಲೆಗಳು ಮತ್ತು 11 ಅನುದಾನ ರಹಿತ ಶಾಲೆಗಳಿದ್ದು, ಇವುಗಳಲ್ಲಿ 13 ಸರ್ಕಾರಿ ಪ್ರೌಢಶಾಲೆಗಳು, 01 ಅನುದಾನಿತ ಶಾಲೆ, 03 ವಸತಿ ಶಾಲೆಗಳು ಮತ್ತು 09 ಅನುದಾನ ರಹಿತ ಶಾಲೆಗಳು ಶೇ. 100 ಫಲಿತಾಂಶ ದಾಖಲಿಸಿವೆ. ಈ ಉತ್ತಮ ಫಲಿತಾಂಶಕ್ಕೆ ಶ್ರಮಿಸಿದ ಎಲ್ಲಾ ಶಾಲಾ ಮುಖ್ಯೋಪಾಧ್ಯಾಯರು, ಶಿಕ್ಷಕರು, ವಿದ್ಯಾರ್ಥಿಗಳು ಹಾಗೂ ಪೋಷಕರಿಗೆ ಕ್ಷೇತ್ರ ಶಿಕ್ಷಣಾಧಿಕಾರಿಗಳು ಅಭಿನಂದನೆ ಸಲ್ಲಿಸಿದ್ದಾರೆ. (27, 1278, 243, 1359)
side2-byline: - ವರದಿ ಮಾಕವಳ್ಳಿ ಕೆ.ಆರ್.ಪೇಟೆ (845, 560, 919, 568)
lead-bottom-rule (27, 457, 699, 458)
side3-body4: ಈ ಉತ್ತಮ ಫಲಿತಾಂಶಕ್ಕೆ ವಿದ್ಯಾರ್ಥಿಗಳ ಪರಿಶ್ರಮ, ಗುರುಗಳ ಮಾರ್ಗದರ್ಶನ ಹಾಗೂ ಪೋಷಕರ ಸಹಕಾರ ಕಾರಣವಾಗಿದೆ. ವಿದ್ಯಾರ್ಥಿಗಳ ಈ ಸಾಧನೆಗೆ ಶಾಲಾ ಆಡಳಿತ ಮಂಡಳಿ, ಮುಖ್ಯೋಪಾಧ್ಯಾಯರು ಮತ್ತು ಎಲ್ಲಾ ಶಿಕ್ಷಕರು ಅಭಿನಂದನೆಗಳನ್ನು ಸಲ್ಲಿಸಿ, ವಿದ್ಯಾರ್ಥಿಗಳ ಭವಿಷ್ಯ ಉಜ್ವಲವಾಗಲಿ ಎಂದು ಹಾರೈಸಿದ್ದಾರೆ. (705, 996, 919, 1036)
side2-headline (705, 326, 919, 374)
side2-body: ಮುಂಜಾನೆವಾರ್ತೆ ಕೆಆರ್ ಪೇಟೆ ತಾಲ್ಲೂಕಿನ ಕಸಬಾ ಹೋಬಳಿಯ ಲಕ್ಷ್ಮೀಪುರ ಗ್ರಾಮದ ಹೇಮಂತ್ ಕುಮಾರ್ ಹಾಗೂ ನಾಗಮಣಿ ದಂಪತಿಯ ಪುತ್ರಿ ಸರ್ಕಾರಿ ಪ್ರೌಢಶಾಲೆ ವಿದ್ಯಾರ್ಥಿನಿ ಧನ್ಯಶ್ರೀ ಹೆಚ್ 625ಕ್ಕೆ 620(99.2%) ಅಂಕ ಪಡೆದು ತಾಲ್ಲೂಕಿಗೆ ಪ್ರಥಮ ಸ್ಥಾನ ಪಡೆದು ಅದ್ವಿತೀಯ ಸಾಧನೆ ಮಾಡಿದ್ದಾರೆ. ವಿದ್ಯಾರ್ಥಿಯ ಸಾಧನೆಯನ್ನು ಪೋಷಕರು ಹಾಗೂ ತಾಲೂಕಿನ ಜನಪ್ರತಿನಿಧಿಗಳು, ಸಮಾಜ ಸೇವಕರು ವಿವಿಧ ಪ್ರಗತಿಪರ ಸಂಘಟನೆಗಳು ಅಭಿನಂದಿಸಿದ್ದಾರೆ. (705, 378, 843, 469)
epaper-strip-text[interactable]: ಇ-ಪೇಪರ್: www.munjanevarth.com (268, 957, 458, 969)
page-number: 4 (31, 65, 63, 116)
side3-subj3: ಗಣಿತ - 100/01 (705, 926, 753, 935)
lead-divider-vertical (699, 118, 700, 458)
side3-ranks (705, 824, 919, 936)
lead-photo-figures (163, 209, 424, 356)
bl-photo (27, 1178, 243, 1274)
bl-headline-line1: ವಿದ್ಯಾರ್ಥಿಗಳ ಉಜ್ವಲ ಭವಿಷ್ಯಕ್ಕೆ (63, 983, 207, 999)
paper-name-part1: ಮುಂಜಾನೆ (452, 70, 543, 101)
side2-student-photo (848, 380, 919, 508)
side3-rule (704, 1072, 919, 1073)
sslc-photo-4 (368, 730, 430, 792)
sslc-headline: ಎಸ್ಎಸ್ಎಲ್ಸಿ ಪರೀಕ್ಷೆ ಚನ್ನಪಟ್ಟಣ ತಾಲೂಕು ಜಿಲ್ಲೆಗೆ ಪ್ರಥಮ ಸ್ಥಾನ ಶೇ.94.64ರಷ್ಟು ಫಲಿತಾಂಶ (125, 476, 601, 494)
bm-col2: ಸೆರಾಮಿಕ್ ಮಡಕೆಗಳು ಕೂಡ ಮಾರುಕಟ್ಟೆಯಲ್ಲಿ ಲಭ್ಯವಿದ್ದು ಟ್ಯಾಪ್ ಅಳವಡಿಸಿದ ಮಡಿಕೆಗಳಿಗೆ ಹೆಚ್ಚಿನ ಬೇಡಿಕೆ ಇದೆ. ಕುಂಬಾರರು ಮಣ್ಣಿನ ಮಡಿಕೆಗಳನ್ನು ತಯಾರಿಸಿ ನಗರದ ವಿವಿಧ ಭಾಗಗಳಲ್ಲಿ ಮಾರಾಟ ಮಾಡುತ್ತಿದ್ದಾರೆ. ರಸ್ತೆ ಬದಿಯಲ್ಲಿ ಮಡಿಕೆಗಳ ರಾಶಿ ಕಂಡು ಬರುತ್ತಿದೆ. ಗ್ರಾಹಕರು ಮಡಿಕೆ ಖರೀದಿಗೆ ಮುಗಿಬೀಳುತ್ತಿದ್ದಾರೆ. ಮಡಿಕೆ ನೀರು ನೈಸರ್ಗಿಕವಾಗಿ ತಂಪಾಗಿರುತ್ತದೆ. ಸ್ಟೀಲ್, ಅಲ್ಯೂಮಿನಿಯಂ, ಕಂಚು ಪಾತ್ರೆಗಳ ಬದಲಿಗೆ ಜನರು ಮಡಿಕೆ ಬಳಸಲು ಆರಂಭಿಸಿದ್ದಾರೆ. ಈ ಬಾರಿ ಮಡಿಕೆ ಮಾರಾಟಗಾರರಿಗೆ ಉತ್ತಮ ವ್ಯಾಪಾರವಾಗುತ್ತಿದೆ. ತುಮಕೂರು, ಬೆಂಗಳೂರು ಗ್ರಾಮಾಂತರ, ರಾಮನಗರ, ದೊಡ್ಡಬಳ್ಳಾಪುರ ಪ್ರದೇಶಗಳಿಂದ ಮಡಿಕೆಗಳು ಬರುತ್ತಿವೆ. (404, 1066, 546, 1178)
epaper-strip[interactable] (27, 954, 699, 972)
side3-byline: ವರದಿ: ಸುನೀಲ್.ಎಸ್ ತಳವಾರ (849, 1058, 919, 1066)
side3-photos (705, 742, 919, 820)
lead-col-under-photo-b: ಉತ್ತಮವಾಗಿ ಮಾಡಿವೆ ಉತ್ತರ ಭಾರತದ ರಾಜ್ಯಗಳು ಮಾಡಿಲ್ಲ ಸಹಜವಾಗಿ ಕ್ಷೇತ್ರ ಪುನರ್ ವಿಂಗಡಣೆಯಿಂದ ಉತ್ತರ ಭಾರತದ ರಾಜ್ಯಗಳಿಗೆ ಅನುಕೂಲವಾಗುತ್ತದೆ ,ದಕ್ಷಿಣ ಭಾರತ ರಾಜ್ಯಗಳಿಗೆ ಅನ್ಯಾಯವಾಗುತ್ತದೆ ಎಂದು ತಿಳಿಸಿದರು. (296, 360, 424, 410)
sslc-photo-3 (302, 730, 364, 792)
side4-byline: ವರದಿ: ಮಲ್ಲಿಕಾರ್ಜುನ ಕುರುಕುಂದಿ ಯಾದಗಿರಿ ಜಿಲ್ಲೆ (806, 1428, 919, 1436)
side3-headline-line2: ನೂರರಷ್ಟು ಫಲಿತಾಂಶ (760, 610, 864, 628)
side1-headline-line2: ಎಸ್ಎಸ್ಎಲ್ಸಿ ಪರೀಕ್ಷೆಯಲ್ಲಿ (757, 148, 867, 163)
side4-headline (705, 1080, 919, 1136)
side3-rank2: ಎರಡನೆಯ ಸ್ಥಾನ ಮೆಹಕಾ ಖಾಜಿ - ಅಂಕ: 604/625 (96.32%) (705, 836, 876, 845)
student-portrait-icon (849, 381, 919, 508)
bm-headline-line2: ಮಣ್ಣಿನ ಮಡಿಕೆಗಳಿಗೆ ಹೆಚ್ಚಿದ ಬೇಡಿಕೆ (350, 1025, 602, 1050)
side3-photo-1 (705, 742, 773, 820)
bl-body1: ಮುಂಜಾನೆವಾರ್ತೆ ಆಲೂರು ಎಸ್ಎಸ್ಎಲ್ಸಿ ಪರೀಕ್ಷೆಯಲ್ಲಿ 623 (99.68%) ಅಂಕಗಳನ್ನು ಪಡೆಯುವ ಮೂಲಕ ಹಾಸನ ಜಿಲ್ಲೆಗೆ ಪ್ರಥಮ ಸ್ಥಾನ ಪಡೆದ ವಿದ್ಯಾರ್ಥಿನಿಯರು ತಾಲೂಕಿಗೆ ಕೀರ್ತಿ ತಂದಿದ್ದಾರೆ. ಶಾಸಕ ಸಿಮೆಂಟ್ ಮಂಜು ಅವರು ವಿದ್ಯಾರ್ಥಿಗಳ ಸಾಧನೆಗೆ ಶಿಕ್ಷಕರ ಪರಿಶ್ರಮವೇ ಕಾರಣ ಎಂದರು. ಶಾಸಕರ ಭೇಟಿ ಮಾಡಿ ಅಭಿನಂದನೆ ಸಲ್ಲಿಸಿದರು ಹಾಗೂ ಶಾಲೆಯ ಸಾಧನೆಗೆ ಮೆಚ್ಚುಗೆ ವ್ಯಕ್ತಪಡಿಸಿದರು. 2025-26ನೇ ಸಾಲಿನ ಮಾರ್ಚ್-ಏಪ್ರಿಲ್ ತಿಂಗಳಲ್ಲಿ ನಡೆದ ಎಸ್.ಎಸ್.ಎಲ್.ಸಿ. (27, 1046, 243, 1107)
side1-rule (704, 320, 919, 321)
bottom-left-divider (249, 976, 250, 1456)
side3-subj1: ಕನ್ನಡ - 100/09 (705, 904, 753, 913)
